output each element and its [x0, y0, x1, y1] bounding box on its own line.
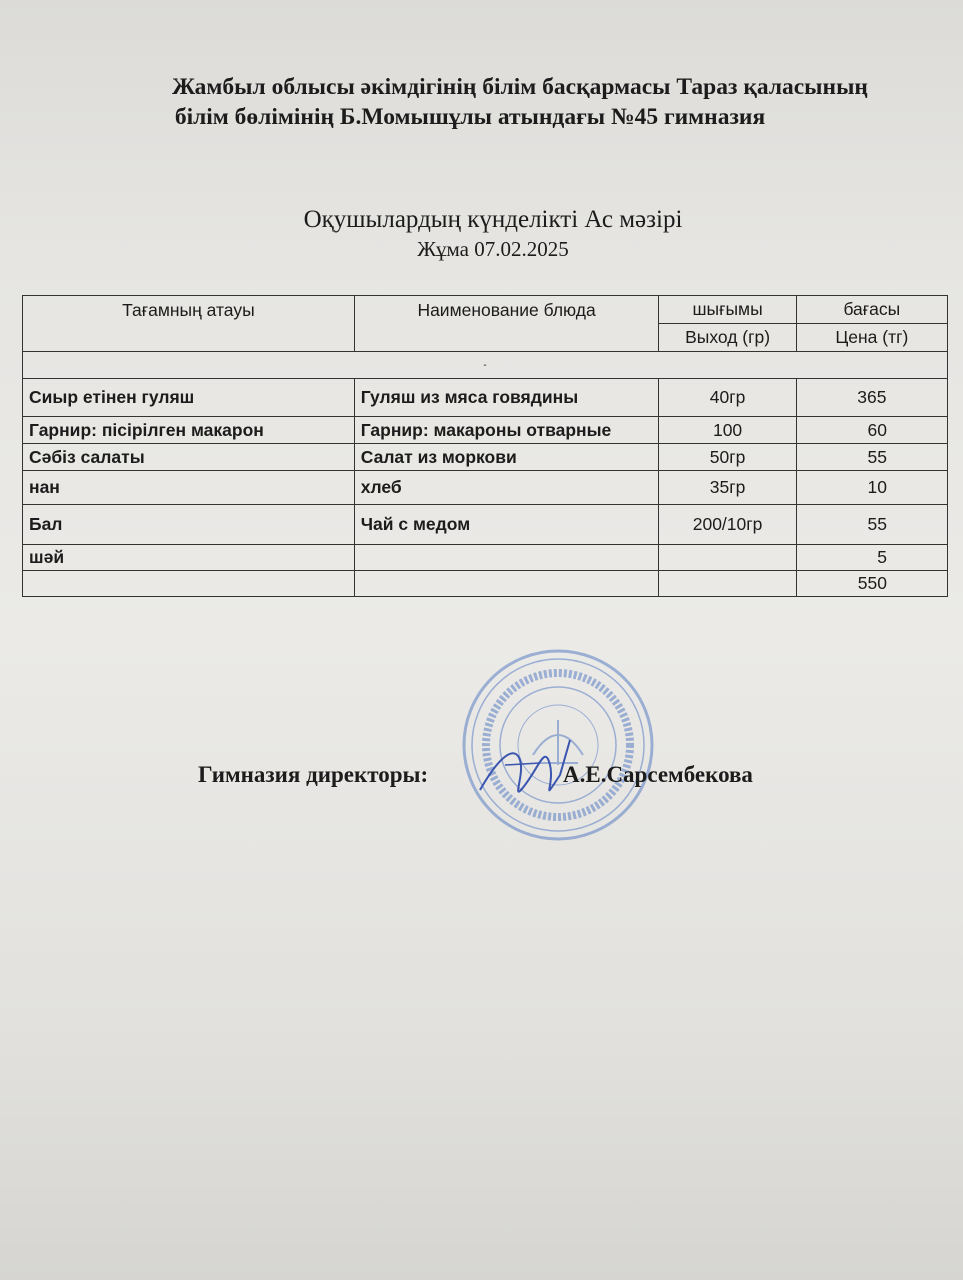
header-yield-ru: Выход (гр)	[659, 324, 796, 352]
dish-price: 55	[796, 444, 947, 471]
dish-yield: 35гр	[659, 471, 796, 505]
document-header	[60, 72, 940, 132]
dish-yield: 200/10гр	[659, 505, 796, 545]
dish-ru: Салат из моркови	[354, 444, 659, 471]
dish-yield: 50гр	[659, 444, 796, 471]
header-name-ru: Наименование блюда	[354, 296, 659, 352]
dish-yield: 40гр	[659, 379, 796, 417]
header-price-ru: Цена (тг)	[796, 324, 947, 352]
dish-price: 5	[796, 545, 947, 571]
dish-kz: Бал	[23, 505, 355, 545]
dish-kz: Сиыр етінен гуляш	[23, 379, 355, 417]
menu-title: Оқушылардың күнделікті Ас мәзірі	[303, 206, 683, 233]
header-line-2: білім бөлімінің Б.Момышұлы атындағы №45 гимназия	[174, 104, 766, 130]
dish-kz: нан	[23, 471, 355, 505]
table-row	[23, 379, 948, 417]
header-line-1: Жамбыл облысы әкімдігінің білім басқармасы Тараз қаласының	[172, 74, 868, 100]
table-row	[23, 444, 948, 471]
dish-ru: Гарнир: макароны отварные	[354, 417, 659, 444]
director-name: А.Е.Сарсембекова	[563, 762, 753, 787]
header-yield-kz: шығымы	[659, 296, 796, 324]
dish-price: 55	[796, 505, 947, 545]
table-total-row	[23, 571, 948, 597]
dish-ru: Гуляш из мяса говядины	[354, 379, 659, 417]
dish-ru: Чай с медом	[354, 505, 659, 545]
dish-kz: шәй	[23, 545, 355, 571]
dish-yield	[659, 545, 796, 571]
table-row	[23, 471, 948, 505]
header-name-kz: Тағамның атауы	[23, 296, 355, 352]
table-header-row	[23, 296, 948, 324]
table-row	[23, 417, 948, 444]
spacer-mark: -	[23, 352, 948, 379]
total-blank	[23, 571, 355, 597]
dish-ru: хлеб	[354, 471, 659, 505]
table-spacer-row	[23, 352, 948, 379]
table-row	[23, 545, 948, 571]
total-blank	[659, 571, 796, 597]
dish-ru	[354, 545, 659, 571]
dish-yield: 100	[659, 417, 796, 444]
total-price: 550	[796, 571, 947, 597]
dish-price: 365	[796, 379, 947, 417]
dish-kz: Гарнир: пісірілген макарон	[23, 417, 355, 444]
signature-label: Гимназия директоры:	[198, 762, 429, 787]
header-price-kz: бағасы	[796, 296, 947, 324]
menu-date: Жұма 07.02.2025	[417, 237, 569, 261]
dish-price: 10	[796, 471, 947, 505]
dish-kz: Сәбіз салаты	[23, 444, 355, 471]
table-row	[23, 505, 948, 545]
total-blank	[354, 571, 659, 597]
dish-price: 60	[796, 417, 947, 444]
menu-table	[22, 295, 948, 597]
